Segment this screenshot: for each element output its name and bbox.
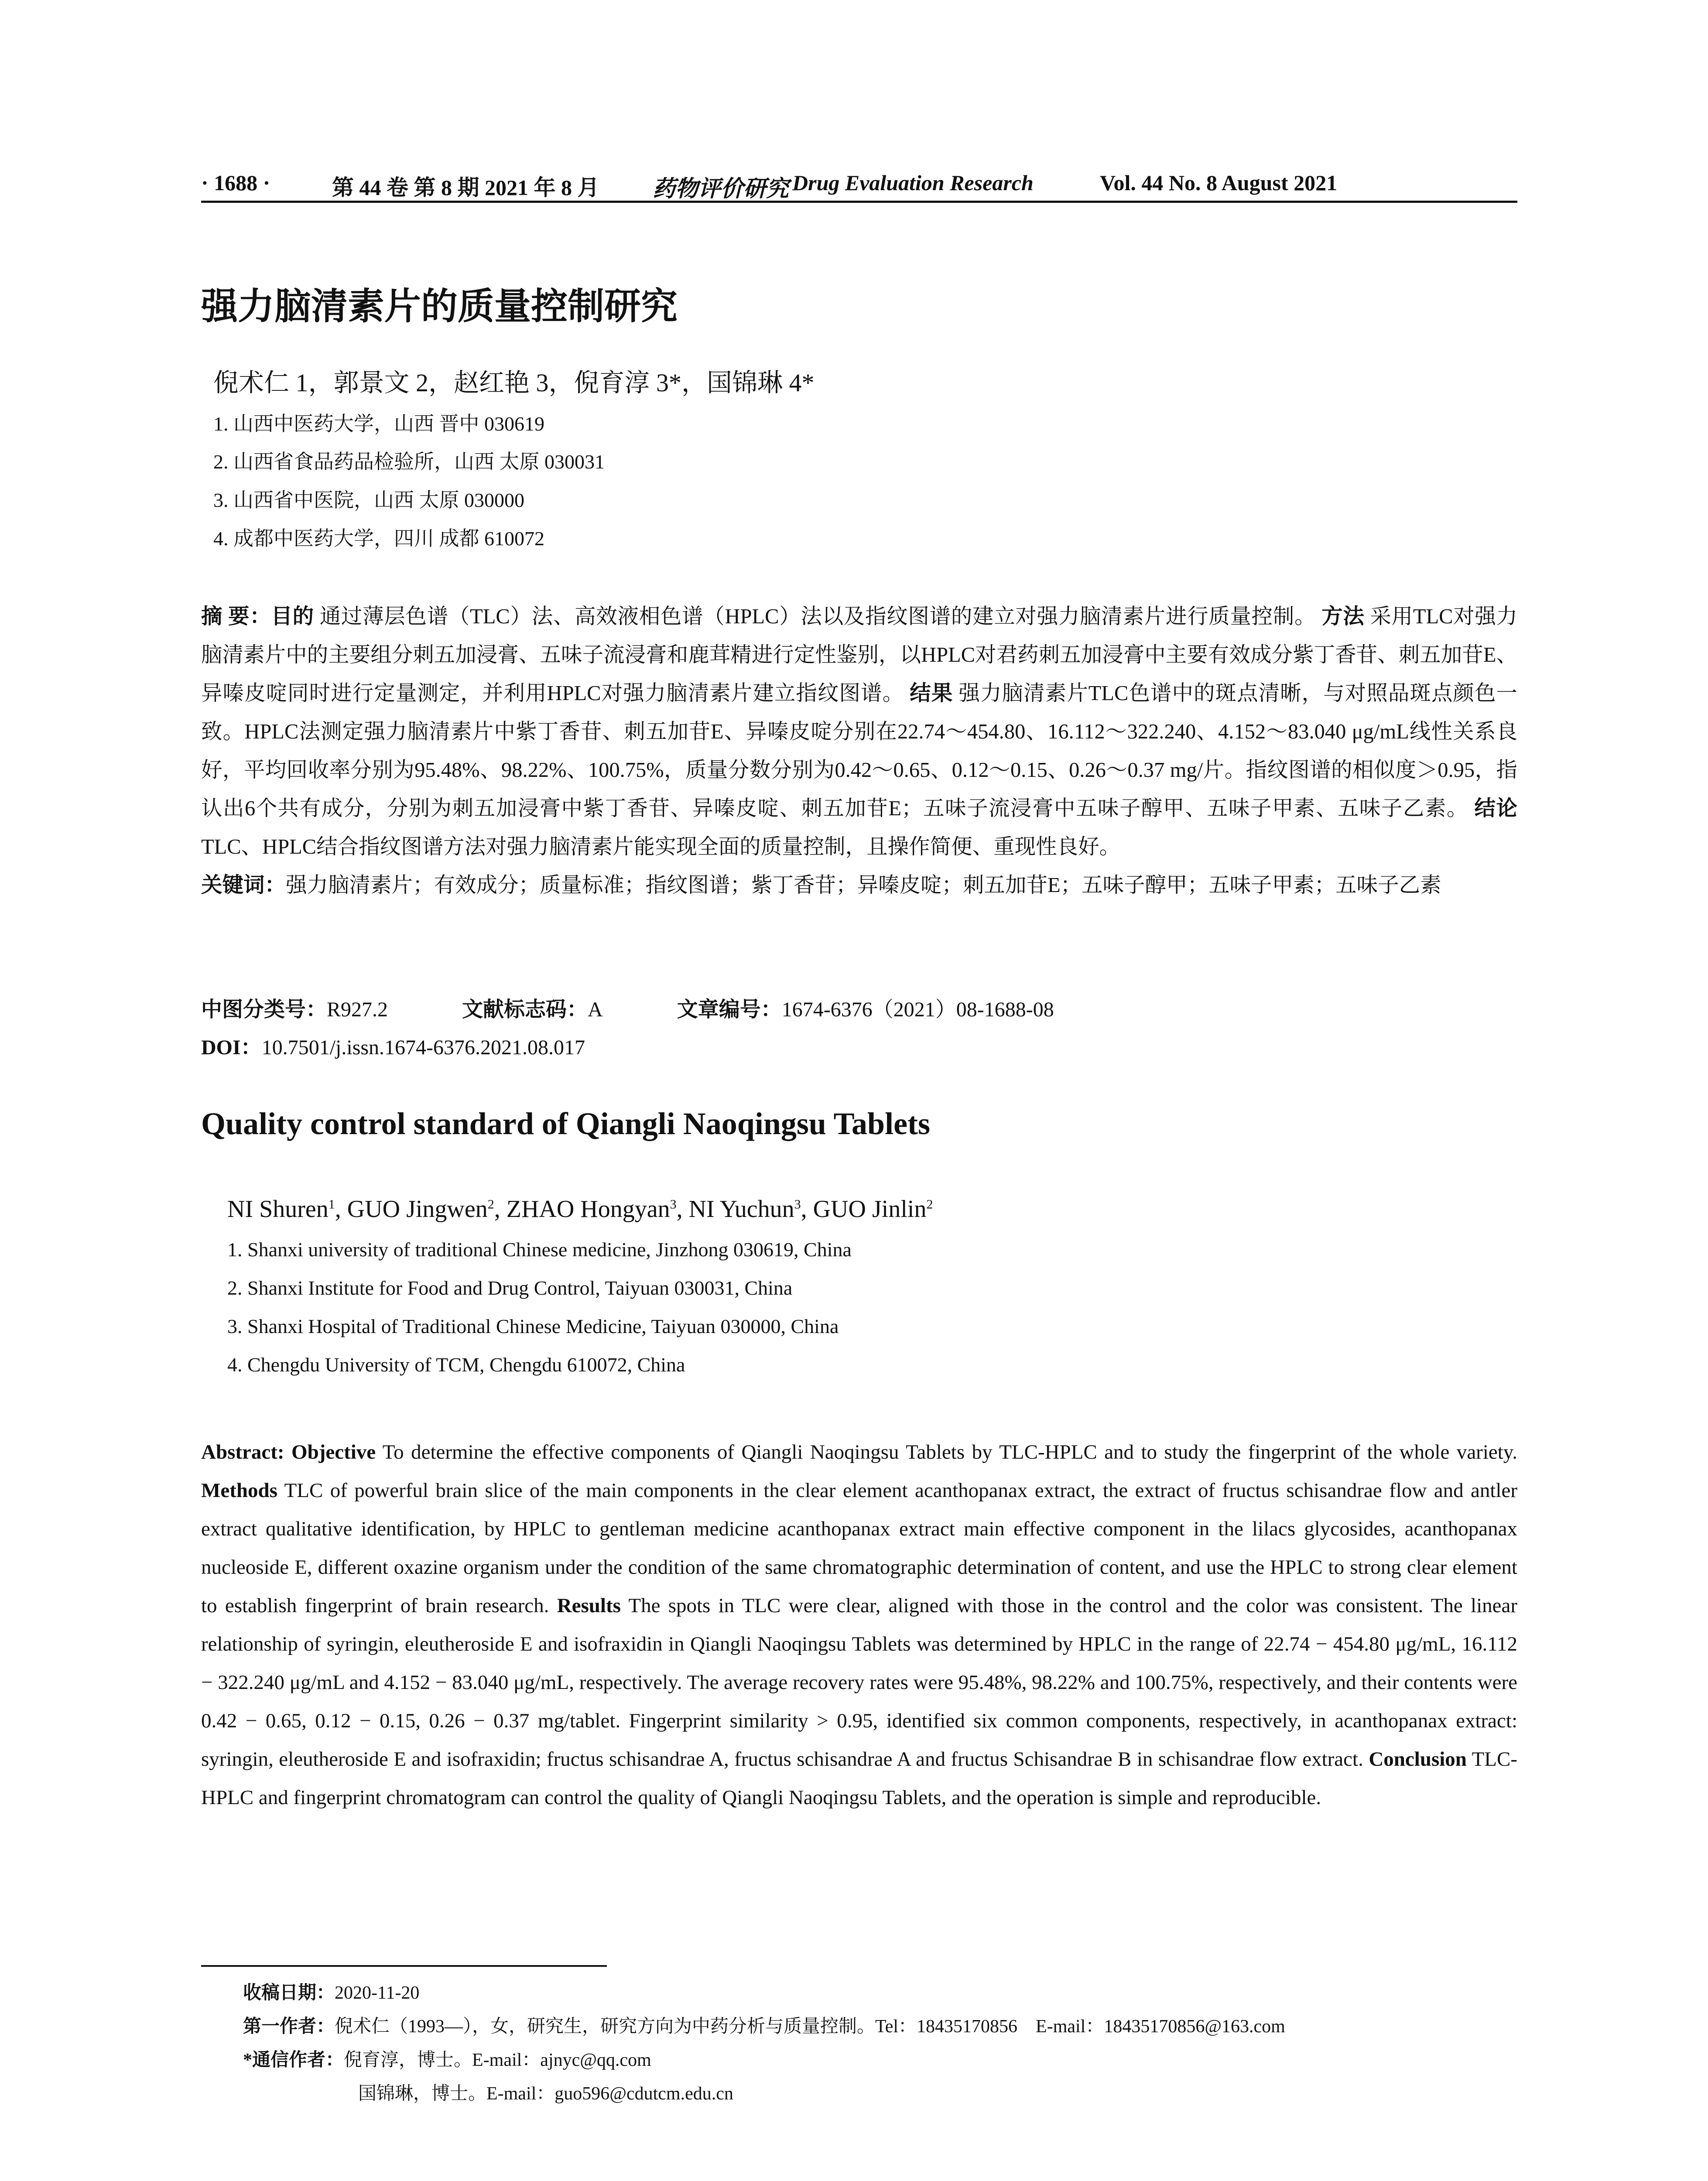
results-label-cn: 结果 [910,682,953,705]
affiliation-en: 3. Shanxi Hospital of Traditional Chinese Medicine, Taiyuan 030000, China [227,1315,839,1337]
clc-number: R927.2 [327,998,388,1021]
header-volume-cn: 第 44 卷 第 8 期 2021 年 8 月 [332,175,599,200]
objective-label-cn: 目的 [271,605,314,628]
abstract-cn [201,598,1517,905]
objective-cn: 通过薄层色谱（TLC）法、高效液相色谱（HPLC）法以及指纹图谱的建立对强力脑清素片进行质量控制。 [319,605,1316,628]
first-author-label: 第一作者： [243,2017,335,2037]
abstract-en [201,1433,1517,1817]
article-number-label: 文章编号： [677,998,782,1021]
title-cn: 强力脑清素片的质量控制研究 [201,287,678,327]
article-number: 1674-6376（2021）08-1688-08 [781,998,1054,1021]
results-label-en: Results [557,1594,621,1617]
header-volume-en: Vol. 44 No. 8 August 2021 [1100,171,1338,195]
corresponding-author-1: 倪育淳，博士。E-mail：ajnyc@qq.com [344,2050,651,2070]
footnote-corresponding-2: 国锦琳，博士。E-mail：guo596@cdutcm.edu.cn [358,2084,733,2104]
author-en: GUO Jinlin [813,1196,927,1223]
author-en: ZHAO Hongyan [506,1196,670,1223]
footnote-corresponding [243,2045,651,2072]
author-en: GUO Jingwen [347,1196,488,1223]
header-journal-en: Drug Evaluation Research [792,171,1034,195]
keywords-label-cn: 关键词： [201,874,286,897]
received-date: 2020-11-20 [335,1983,420,2003]
clc-label: 中图分类号： [201,998,327,1021]
affiliation-en: 4. Chengdu University of TCM, Chengdu 610072, China [227,1354,685,1376]
objective-label-en: Objective [291,1441,376,1463]
affiliation-cn: 1. 山西中医药大学，山西 晋中 030619 [213,413,544,435]
author-affiliation-mark: 3 [794,1197,801,1212]
author-en: NI Shuren [227,1196,329,1223]
doi-value[interactable]: 10.7501/j.issn.1674-6376.2021.08.017 [261,1036,585,1059]
methods-label-cn: 方法 [1321,605,1365,628]
objective-en: To determine the effective components of Qiangli Naoqingsu Tablets by TLC-HPLC and to study the fingerprint of the whole variety. [382,1441,1518,1463]
abstract-cn-label: 摘 要： [201,605,271,628]
classification-line [201,992,1054,1022]
doc-code: A [588,998,603,1021]
keywords-cn: 强力脑清素片；有效成分；质量标准；指纹图谱；紫丁香苷；异嗪皮啶；刺五加苷E；五味子醇甲；五味子甲素；五味子乙素 [286,874,1441,897]
author-affiliation-mark: 2 [926,1197,933,1212]
affiliation-en: 2. Shanxi Institute for Food and Drug Control, Taiyuan 030031, China [227,1277,793,1299]
footnote-divider [201,1965,607,1967]
authors-en: NI Shuren$^1$, GUO Jingwen$^2$, ZHAO Hongyan$^3$, NI Yuchun$^3$, GUO Jinlin$^2$ [227,1196,933,1223]
conclusion-cn: TLC、HPLC结合指纹图谱方法对强力脑清素片能实现全面的质量控制，且操作简便、重现性良好。 [201,835,1121,858]
conclusion-label-cn: 结论 [1474,797,1517,820]
header-page-number: · 1688 · [201,171,270,195]
conclusion-en: TLC-HPLC and fingerprint chromatogram can control the quality of Qiangli Naoqingsu Tablets, and the operation is simple and reproducible. [201,1748,1517,1809]
journal-logo: 药物评价研究 [653,175,789,202]
affiliation-cn: 4. 成都中医药大学，四川 成都 610072 [213,527,544,550]
affiliation-cn: 3. 山西省中医院，山西 太原 030000 [213,489,524,511]
results-cn: 强力脑清素片TLC色谱中的斑点清晰，与对照品斑点颜色一致。HPLC法测定强力脑清素片中紫丁香苷、刺五加苷E、异嗪皮啶分别在22.74～454.80、16.112～322.240、4.152～83.040 μg/mL线性关系良好，平均回收率分别为95.48%、98.22%、100.75%，质量分数分别为0.42～0.65、0.12～0.15、0.26～0.37 mg/片。指纹图谱的相似度＞0.95，指认出6个共有成分，分别为刺五加浸膏中紫丁香苷、异嗪皮啶、刺五加苷E；五味子流浸膏中五味子醇甲、五味子甲素、五味子乙素。 [201,682,1518,820]
footnote-first-author [243,2012,1285,2038]
title-en: Quality control standard of Qiangli Naoqingsu Tablets [201,1106,931,1141]
affiliation-en: 1. Shanxi university of traditional Chinese medicine, Jinzhong 030619, China [227,1238,852,1261]
methods-en: TLC of powerful brain slice of the main components in the clear element acanthopanax extract, the extract of fructus schisandrae flow and antler extract qualitative identification, by HPLC to gentleman medicine acanthopanax extract main effective component in the lilacs glycosides, acanthopanax nucleoside E, different oxazine organism under the condition of the same chromatographic determination of content, and use the HPLC to strong clear element to establish fingerprint of brain research. [201,1479,1517,1617]
methods-label-en: Methods [201,1479,277,1502]
abstract-en-label: Abstract: [201,1441,284,1463]
running-header [201,166,1517,203]
author-affiliation-mark: 2 [487,1197,494,1212]
conclusion-label-en: Conclusion [1369,1748,1467,1771]
doc-code-label: 文献标志码： [462,998,588,1021]
author-en: NI Yuchun [688,1196,794,1223]
affiliation-cn: 2. 山西省食品药品检验所，山西 太原 030031 [213,451,605,473]
methods-cn: 采用TLC对强力脑清素片中的主要组分刺五加浸膏、五味子流浸膏和鹿茸精进行定性鉴别，以HPLC对君药刺五加浸膏中主要有效成分紫丁香苷、刺五加苷E、异嗪皮啶同时进行定量测定，并利用HPLC对强力脑清素片建立指纹图谱。 [201,605,1518,705]
author-affiliation-mark: 1 [328,1197,335,1212]
doi-line [201,1030,585,1060]
received-label: 收稿日期： [243,1983,335,2003]
doi-label: DOI： [201,1036,262,1059]
corresponding-label: *通信作者： [243,2050,344,2070]
authors-cn: 倪术仁 1，郭景文 2，赵红艳 3，倪育淳 3*，国锦琳 4* [213,369,815,397]
author-affiliation-mark: 3 [670,1197,677,1212]
first-author-info: 倪术仁（1993—），女，研究生，研究方向为中药分析与质量控制。Tel：18435170856 E-mail：18435170856@163.com [335,2017,1285,2037]
results-en: The spots in TLC were clear, aligned with those in the control and the color was consistent. The linear relationship of syringin, eleutheroside E and isofraxidin in Qiangli Naoqingsu Tablets was determined by HPLC in the range of 22.74 − 454.80 μg/mL, 16.112 − 322.240 μg/mL and 4.152 − 83.040 μg/mL, respectively. The average recovery rates were 95.48%, 98.22% and 100.75%, respectively, and their contents were 0.42 − 0.65, 0.12 − 0.15, 0.26 − 0.37 mg/tablet. Fingerprint similarity > 0.95, identified six common components, respectively, in acanthopanax extract: syringin, eleutheroside E and isofraxidin; fructus schisandrae A, fructus schisandrae A and fructus Schisandrae B in schisandrae flow extract. [201,1594,1518,1771]
footnote-received [243,1978,419,2004]
